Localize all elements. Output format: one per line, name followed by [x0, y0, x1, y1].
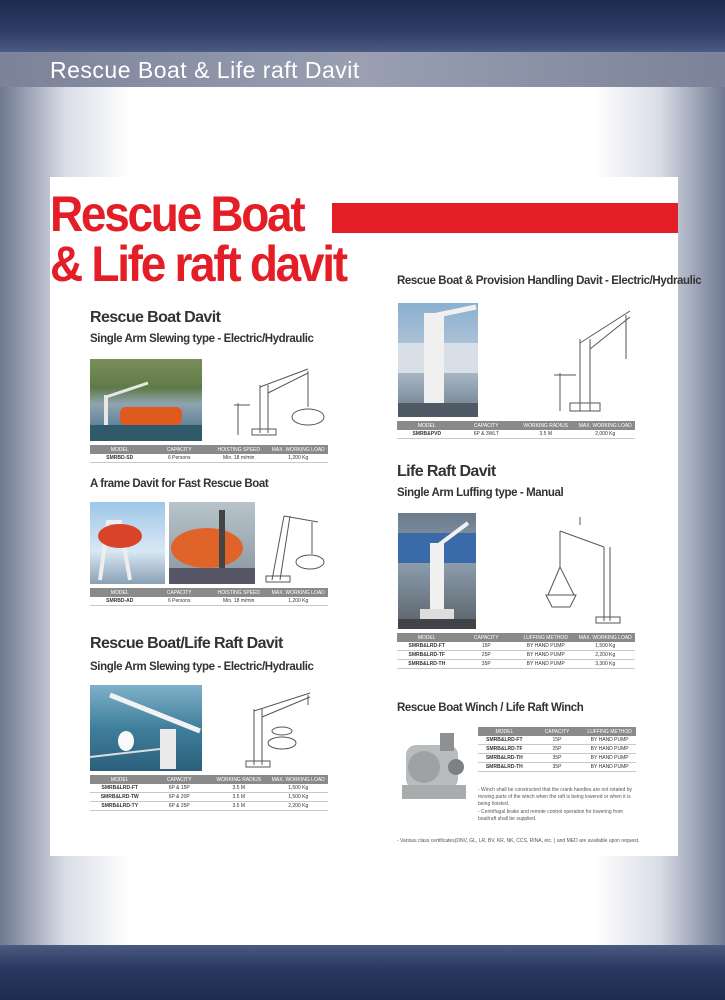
table-header-row — [90, 445, 328, 454]
col-max-load: MAX. WORKING LOAD — [576, 633, 636, 642]
rescue-liferaft-davit-drawing — [220, 685, 328, 771]
section-title-rescue-liferaft-davit: Rescue Boat/Life Raft Davit — [90, 635, 283, 652]
liferaft-davit-photo — [398, 513, 476, 629]
a-frame-drawing — [262, 502, 328, 584]
cell-model: SMRB&LRD-FT — [90, 784, 150, 793]
cell-load: 1,200 Kg — [269, 597, 329, 606]
cell-speed: Min. 18 m/min — [209, 597, 269, 606]
col-capacity: CAPACITY — [531, 727, 584, 736]
winch-note-2: - Centrifugal brake and remote control operation for lowering from boat/raft shall be supplied. — [478, 809, 624, 822]
cell-capacity: 15P — [457, 642, 517, 651]
rescue-boat-davit-drawing — [220, 363, 350, 441]
col-capacity: CAPACITY — [150, 445, 210, 454]
cell-capacity: 15P — [531, 736, 584, 745]
cell-load: 1,200 Kg — [269, 454, 329, 463]
cell-speed: Min. 18 m/min — [209, 454, 269, 463]
page-title: Rescue Boat & Life raft Davit — [50, 57, 360, 83]
section-subtitle-liferaft-davit: Single Arm Luffing type - Manual — [397, 487, 564, 499]
col-model: MODEL — [397, 633, 457, 642]
cell-luffing: BY HAND PUMP — [583, 736, 636, 745]
cell-radius: 3.5 M — [516, 430, 576, 439]
table-row — [90, 802, 328, 811]
table-row — [478, 754, 636, 763]
section-title-liferaft-davit: Life Raft Davit — [397, 463, 496, 480]
cell-model: SMRB&LRD-TH — [478, 763, 531, 772]
cell-luffing: BY HAND PUMP — [583, 754, 636, 763]
col-model: MODEL — [90, 775, 150, 784]
table-row — [90, 454, 328, 463]
liferaft-davit-spec-table — [397, 633, 635, 669]
cell-capacity: 25P — [457, 651, 517, 660]
cell-load: 2,200 Kg — [576, 651, 636, 660]
section-subtitle-rescue-liferaft-davit: Single Arm Slewing type - Electric/Hydraulic — [90, 661, 314, 673]
col-hoisting-speed: HOISTING SPEED — [209, 445, 269, 454]
col-capacity: CAPACITY — [150, 588, 210, 597]
section-title-rescue-boat-davit: Rescue Boat Davit — [90, 309, 221, 326]
cell-model: SMRB&LRD-TH — [478, 754, 531, 763]
main-title-line1: Rescue Boat — [50, 186, 304, 242]
bottom-decor-band — [0, 945, 725, 1000]
cell-capacity: 35P — [531, 763, 584, 772]
footer-certificates-note: - Various class certificates(DNV, GL, LR, BV, KR, NK, CCS, RINA, etc. ) and MED are available upon request. — [397, 838, 640, 844]
table-row — [478, 763, 636, 772]
main-title-line2: & Life raft davit — [50, 236, 346, 292]
cell-load: 2,000 Kg — [576, 430, 636, 439]
winch-spec-table — [478, 727, 636, 772]
cell-luffing: BY HAND PUMP — [516, 660, 576, 669]
table-row — [397, 660, 635, 669]
table-row — [478, 736, 636, 745]
col-capacity: CAPACITY — [150, 775, 210, 784]
rescue-boat-davit-spec-table — [90, 445, 328, 463]
cell-model: SMRB&LRD-TH — [397, 660, 457, 669]
red-accent-bar — [332, 203, 678, 233]
col-max-load: MAX. WORKING LOAD — [269, 588, 329, 597]
rescue-liferaft-spec-table — [90, 775, 328, 811]
cell-capacity: 6 Persons — [150, 454, 210, 463]
col-model: MODEL — [397, 421, 457, 430]
col-model: MODEL — [90, 588, 150, 597]
col-hoisting-speed: HOISTING SPEED — [209, 588, 269, 597]
cell-capacity: 6P & 15P — [150, 784, 210, 793]
top-decor-band — [0, 0, 725, 52]
cell-load: 1,500 Kg — [269, 784, 329, 793]
provision-davit-spec-table — [397, 421, 635, 439]
table-row — [478, 745, 636, 754]
table-header-row — [397, 633, 635, 642]
cell-capacity: 6P & 3WLT — [457, 430, 517, 439]
cell-radius: 3.5 M — [209, 784, 269, 793]
table-header-row — [90, 588, 328, 597]
cell-capacity: 6P & 20P — [150, 793, 210, 802]
col-working-radius: WORKING RADIUS — [209, 775, 269, 784]
cell-load: 1,500 Kg — [576, 642, 636, 651]
liferaft-davit-drawing — [520, 517, 640, 627]
cell-model: SMRBD-AD — [90, 597, 150, 606]
cell-capacity: 6P & 25P — [150, 802, 210, 811]
table-row — [90, 597, 328, 606]
cell-capacity: 35P — [457, 660, 517, 669]
section-title-provision-davit: Rescue Boat & Provision Handling Davit - Electric/Hydraulic — [397, 275, 702, 287]
table-header-row — [478, 727, 636, 736]
section-title-winch: Rescue Boat Winch / Life Raft Winch — [397, 702, 584, 714]
col-working-radius: WORKING RADIUS — [516, 421, 576, 430]
cell-capacity: 6 Persons — [150, 597, 210, 606]
cell-model: SMRB&PVD — [397, 430, 457, 439]
cell-luffing: BY HAND PUMP — [583, 745, 636, 754]
a-frame-spec-table — [90, 588, 328, 606]
cell-model: SMRB&LRD-TF — [397, 651, 457, 660]
cell-luffing: BY HAND PUMP — [516, 642, 576, 651]
col-capacity: CAPACITY — [457, 633, 517, 642]
col-max-load: MAX. WORKING LOAD — [576, 421, 636, 430]
table-header-row — [397, 421, 635, 430]
provision-davit-photo — [398, 303, 478, 417]
cell-model: SMRB&LRD-TF — [478, 745, 531, 754]
cell-model: SMRB&LRD-TW — [90, 793, 150, 802]
page-title-bar — [0, 52, 725, 87]
table-row — [90, 793, 328, 802]
cell-capacity: 25P — [531, 745, 584, 754]
provision-davit-drawing — [520, 303, 640, 417]
col-luffing-method: LUFFING METHOD — [516, 633, 576, 642]
brochure-sheet — [50, 177, 702, 856]
rescue-boat-davit-photo — [90, 359, 202, 441]
table-row — [397, 651, 635, 660]
cell-radius: 3.5 M — [209, 802, 269, 811]
col-model: MODEL — [90, 445, 150, 454]
winch-photo — [396, 725, 472, 815]
cell-capacity: 35P — [531, 754, 584, 763]
cell-luffing: BY HAND PUMP — [583, 763, 636, 772]
cell-radius: 3.5 M — [209, 793, 269, 802]
cell-model: SMRB&LRD-FT — [397, 642, 457, 651]
col-max-load: MAX. WORKING LOAD — [269, 445, 329, 454]
cell-load: 2,200 Kg — [269, 802, 329, 811]
a-frame-photo-2 — [169, 502, 255, 584]
table-row — [397, 430, 635, 439]
col-capacity: CAPACITY — [457, 421, 517, 430]
col-luffing-method: LUFFING METHOD — [583, 727, 636, 736]
rescue-liferaft-davit-photo — [90, 685, 202, 771]
a-frame-photo-1 — [90, 502, 165, 584]
table-row — [397, 642, 635, 651]
section-title-a-frame-davit: A frame Davit for Fast Rescue Boat — [90, 478, 269, 490]
winch-note-1: - Winch shall be constructed that the crank handles are not rotated by moving parts of the winch when the raft is being lowered or when it is being hoisted. — [478, 787, 632, 807]
table-row — [90, 784, 328, 793]
cell-load: 1,500 Kg — [269, 793, 329, 802]
cell-load: 3,300 Kg — [576, 660, 636, 669]
col-model: MODEL — [478, 727, 531, 736]
col-max-load: MAX. WORKING LOAD — [269, 775, 329, 784]
cell-model: SMRB&LRD-FT — [478, 736, 531, 745]
cell-model: SMRB&LRD-TY — [90, 802, 150, 811]
table-header-row — [90, 775, 328, 784]
cell-model: SMRBD-SD — [90, 454, 150, 463]
section-subtitle-rescue-boat-davit: Single Arm Slewing type - Electric/Hydraulic — [90, 333, 314, 345]
cell-luffing: BY HAND PUMP — [516, 651, 576, 660]
